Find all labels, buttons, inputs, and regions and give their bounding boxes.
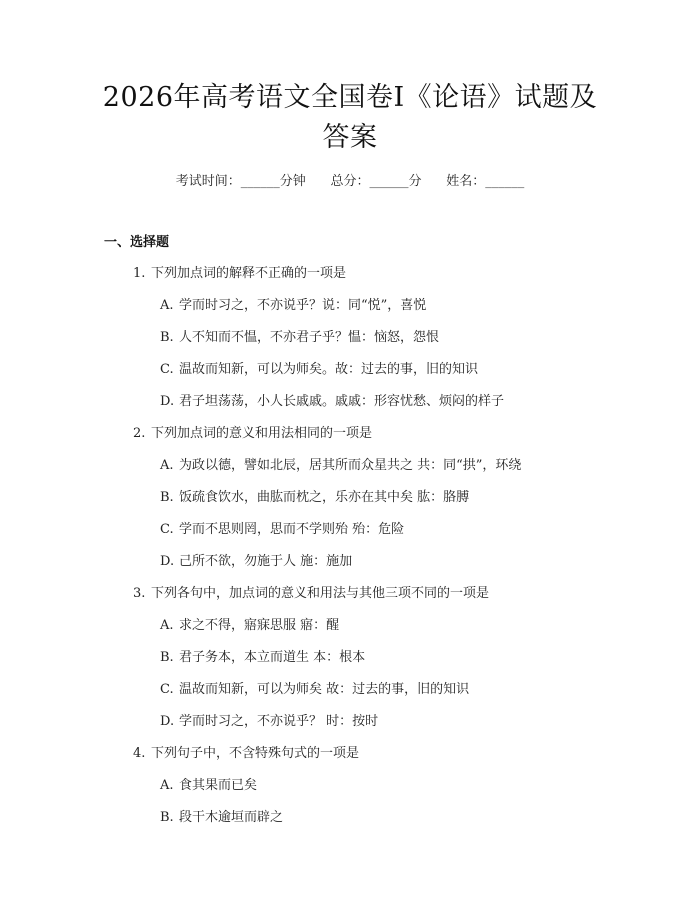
question-number: 3. <box>133 586 146 601</box>
option-text: 求之不得，寤寐思服 寤：醒 <box>179 618 340 633</box>
question-2 <box>133 422 372 441</box>
option-label: D. <box>160 394 175 409</box>
option-label: A. <box>160 618 174 633</box>
question-text: 下列句子中，不含特殊句式的一项是 <box>151 746 360 761</box>
option-text: 君子务本，本立而道生 本：根本 <box>179 650 366 665</box>
question-text: 下列各句中，加点词的意义和用法与其他三项不同的一项是 <box>151 586 490 601</box>
question-1-option-a <box>160 294 426 313</box>
question-3-option-c <box>160 678 469 697</box>
option-text: 段干木逾垣而辟之 <box>179 810 284 825</box>
question-1-option-d <box>160 390 504 409</box>
option-label: B. <box>160 810 174 825</box>
question-3 <box>133 582 489 601</box>
section-heading: 一、选择题 <box>104 235 170 250</box>
question-2-option-a <box>160 454 521 473</box>
option-text: 饭疏食饮水，曲肱而枕之，乐亦在其中矣 肱：胳膊 <box>179 490 470 505</box>
question-2-option-d <box>160 550 352 569</box>
option-label: A. <box>160 298 174 313</box>
question-4-option-a <box>160 774 257 793</box>
option-text: 人不知而不愠，不亦君子乎？愠：恼怒，怨恨 <box>179 330 440 345</box>
option-label: D. <box>160 714 175 729</box>
option-text: 学而时习之，不亦说乎？ 时：按时 <box>179 714 379 729</box>
question-2-option-c <box>160 518 404 537</box>
option-text: 己所不欲，勿施于人 施：施加 <box>179 554 353 569</box>
option-label: B. <box>160 650 174 665</box>
option-text: 温故而知新，可以为师矣。故：过去的事，旧的知识 <box>179 362 479 377</box>
question-1-option-b <box>160 326 439 345</box>
option-label: B. <box>160 490 174 505</box>
question-number: 2. <box>133 426 146 441</box>
option-text: 食其果而已矣 <box>179 778 258 793</box>
question-text: 下列加点词的意义和用法相同的一项是 <box>151 426 373 441</box>
option-label: B. <box>160 330 174 345</box>
option-text: 学而时习之，不亦说乎？说：同“悦”，喜悦 <box>179 298 427 313</box>
question-3-option-b <box>160 646 365 665</box>
exam-info-line: 考试时间：______分钟 总分：______分 姓名：______ <box>175 174 525 189</box>
question-number: 1. <box>133 266 146 281</box>
option-label: C. <box>160 682 174 697</box>
page-title: 2026年高考语文全国卷I《论语》试题及答案 <box>102 82 598 153</box>
option-label: A. <box>160 778 174 793</box>
question-4 <box>133 742 359 761</box>
option-text: 温故而知新，可以为师矣 故：过去的事，旧的知识 <box>179 682 470 697</box>
option-label: D. <box>160 554 175 569</box>
question-number: 4. <box>133 746 146 761</box>
option-text: 君子坦荡荡，小人长戚戚。戚戚：形容忧愁、烦闷的样子 <box>179 394 505 409</box>
option-label: A. <box>160 458 174 473</box>
question-3-option-d <box>160 710 378 729</box>
option-label: C. <box>160 362 174 377</box>
question-4-option-b <box>160 806 283 825</box>
option-label: C. <box>160 522 174 537</box>
option-text: 为政以德，譬如北辰，居其所而众星共之 共：同“拱”，环绕 <box>179 458 522 473</box>
question-1 <box>133 262 346 281</box>
question-1-option-c <box>160 358 478 377</box>
question-3-option-a <box>160 614 339 633</box>
question-text: 下列加点词的解释不正确的一项是 <box>151 266 347 281</box>
question-2-option-b <box>160 486 469 505</box>
option-text: 学而不思则罔，思而不学则殆 殆：危险 <box>179 522 405 537</box>
